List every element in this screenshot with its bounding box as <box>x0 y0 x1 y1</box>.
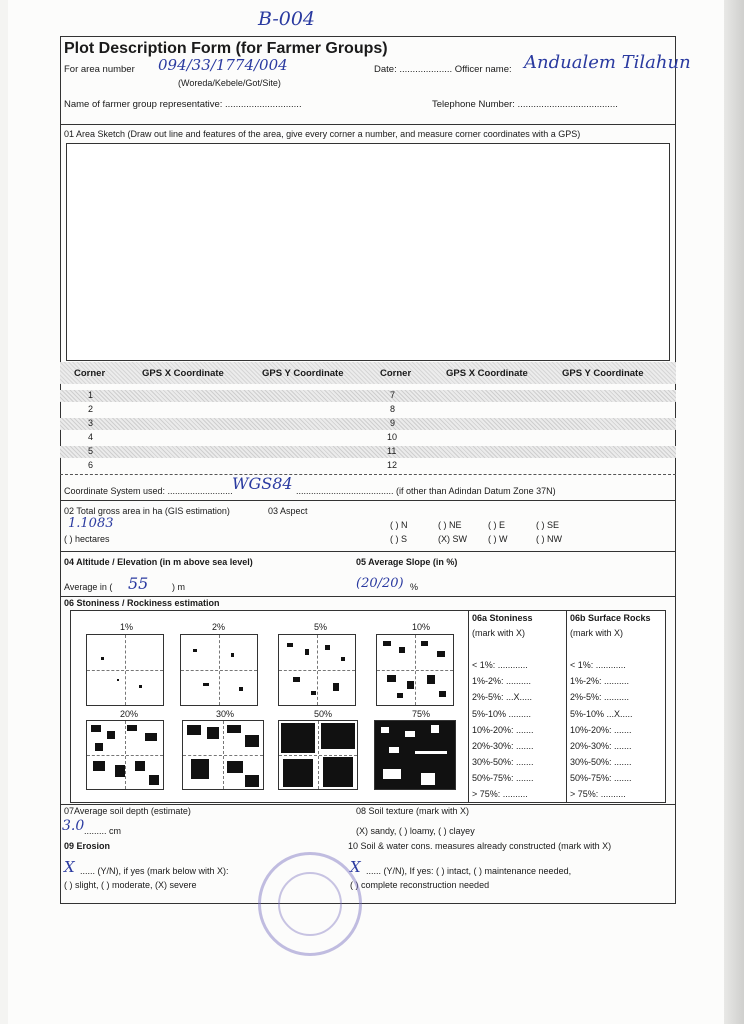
stoniness-col-a-sub: (mark with X) <box>472 628 526 638</box>
pattern-label-50: 50% <box>314 709 333 719</box>
pattern-10-percent <box>376 634 454 706</box>
pattern-20-percent <box>86 720 164 790</box>
pattern-2-percent <box>180 634 258 706</box>
gps-corner-3: 3 <box>88 418 94 428</box>
surface-rocks-b-row[interactable]: 50%-75%: ....... <box>570 773 632 783</box>
gps-corner-12: 12 <box>387 460 398 470</box>
surface-rocks-b-row[interactable]: > 75%: .......... <box>570 789 626 799</box>
coord-system-value[interactable]: WGS84 <box>232 474 293 493</box>
surface-rocks-b-row[interactable]: 20%-30%: ....... <box>570 741 632 751</box>
gps-header-x: GPS X Coordinate <box>446 368 528 379</box>
pattern-50-percent <box>278 720 358 790</box>
pattern-5-percent <box>278 634 356 706</box>
gps-header-y: GPS Y Coordinate <box>562 368 644 379</box>
gps-band <box>60 418 676 430</box>
area-number-label: For area number <box>64 64 135 75</box>
pattern-label-10: 10% <box>412 622 431 632</box>
gps-corner-10: 10 <box>387 432 398 442</box>
aspect-se[interactable]: ( ) SE <box>536 520 560 530</box>
divider <box>60 124 676 125</box>
area-sketch-box[interactable] <box>66 143 670 361</box>
form-title: Plot Description Form (for Farmer Groups) <box>64 40 388 57</box>
stoniness-a-row[interactable]: 20%-30%: ....... <box>472 741 534 751</box>
erosion-yn-label: ...... (Y/N), if yes (mark below with X): <box>80 866 229 876</box>
pattern-label-20: 20% <box>120 709 139 719</box>
panel-divider <box>468 610 469 803</box>
stoniness-a-row[interactable]: 1%-2%: .......... <box>472 676 532 686</box>
gps-corner-7: 7 <box>390 390 396 400</box>
surface-rocks-b-row[interactable]: < 1%: ............ <box>570 660 626 670</box>
coord-system-label: Coordinate System used: .......................... <box>64 486 233 496</box>
stoniness-a-row[interactable]: 10%-20%: ....... <box>472 725 534 735</box>
area-number-sub: (Woreda/Kebele/Got/Site) <box>178 78 281 88</box>
gps-header-y: GPS Y Coordinate <box>262 368 344 379</box>
erosion-label: 09 Erosion <box>64 841 111 851</box>
stoniness-a-row[interactable]: 5%-10% ......... <box>472 709 532 719</box>
gps-corner-1: 1 <box>88 390 94 400</box>
stoniness-a-row[interactable]: > 75%: .......... <box>472 789 528 799</box>
divider <box>60 500 676 501</box>
aspect-ne[interactable]: ( ) NE <box>438 520 462 530</box>
altitude-suffix: ) m <box>172 582 185 592</box>
area-hectares: ( ) hectares <box>64 534 110 544</box>
gps-corner-8: 8 <box>390 404 396 414</box>
pattern-label-75: 75% <box>412 709 431 719</box>
stoniness-col-a-title: 06a Stoniness <box>472 613 533 623</box>
erosion-options[interactable]: ( ) slight, ( ) moderate, (X) severe <box>64 880 197 890</box>
area-label: 02 Total gross area in ha (GIS estimation) <box>64 506 230 516</box>
aspect-sw[interactable]: (X) SW <box>438 534 467 544</box>
area-value[interactable]: 1.1083 <box>68 516 114 531</box>
pattern-1-percent <box>86 634 164 706</box>
gps-band <box>60 446 676 458</box>
stoniness-col-b-sub: (mark with X) <box>570 628 624 638</box>
aspect-n[interactable]: ( ) N <box>390 520 408 530</box>
surface-rocks-b-row[interactable]: 10%-20%: ....... <box>570 725 632 735</box>
soil-depth-suffix: ......... cm <box>84 826 122 836</box>
doc-ref-handwritten: B-004 <box>258 8 315 30</box>
altitude-label: 04 Altitude / Elevation (in m above sea level) <box>64 557 253 567</box>
area-number-value[interactable]: 094/33/1774/004 <box>158 56 288 74</box>
pattern-label-30: 30% <box>216 709 235 719</box>
soil-cons-yn-value[interactable]: X <box>350 858 361 876</box>
surface-rocks-b-row[interactable]: 2%-5%: .......... <box>570 692 630 702</box>
page-edge <box>724 0 744 1024</box>
pattern-label-2: 2% <box>212 622 226 632</box>
gps-band <box>60 390 676 402</box>
gps-corner-5: 5 <box>88 446 94 456</box>
official-seal-inner-ring <box>278 872 342 936</box>
stoniness-a-row[interactable]: 30%-50%: ....... <box>472 757 534 767</box>
divider <box>60 474 676 475</box>
divider <box>60 596 676 597</box>
divider <box>60 804 676 805</box>
erosion-yn-value[interactable]: X <box>64 858 75 876</box>
surface-rocks-b-row[interactable]: 1%-2%: .......... <box>570 676 630 686</box>
pattern-label-5: 5% <box>314 622 328 632</box>
aspect-s[interactable]: ( ) S <box>390 534 407 544</box>
stoniness-a-row[interactable]: 50%-75%: ....... <box>472 773 534 783</box>
phone-label: Telephone Number: ...................................... <box>432 99 618 110</box>
slope-value[interactable]: (20/20) <box>356 576 404 591</box>
soil-cons-yn-label: ...... (Y/N), If yes: ( ) intact, ( ) maintenance needed, <box>366 866 572 876</box>
pattern-30-percent <box>182 720 264 790</box>
gps-corner-2: 2 <box>88 404 94 414</box>
altitude-average-label: Average in ( <box>64 582 113 592</box>
soil-cons-label: 10 Soil & water cons. measures already constructed (mark with X) <box>348 841 612 851</box>
aspect-e[interactable]: ( ) E <box>488 520 505 530</box>
stoniness-a-row[interactable]: 2%-5%: ...X..... <box>472 692 533 702</box>
aspect-w[interactable]: ( ) W <box>488 534 508 544</box>
gps-header-corner: Corner <box>380 368 412 379</box>
soil-texture-label: 08 Soil texture (mark with X) <box>356 806 470 816</box>
surface-rocks-b-row[interactable]: 5%-10% ...X..... <box>570 709 633 719</box>
gps-corner-4: 4 <box>88 432 94 442</box>
soil-depth-label: 07Average soil depth (estimate) <box>64 806 191 816</box>
gps-header-x: GPS X Coordinate <box>142 368 224 379</box>
slope-label: 05 Average Slope (in %) <box>356 557 458 567</box>
gps-corner-9: 9 <box>390 418 396 428</box>
aspect-nw[interactable]: ( ) NW <box>536 534 562 544</box>
stoniness-col-b-title: 06b Surface Rocks <box>570 613 651 623</box>
gps-header-corner: Corner <box>74 368 106 379</box>
stoniness-label: 06 Stoniness / Rockiness estimation <box>64 598 220 608</box>
slope-suffix: % <box>410 582 419 592</box>
stoniness-a-row[interactable]: < 1%: ............ <box>472 660 528 670</box>
gps-corner-6: 6 <box>88 460 94 470</box>
divider <box>60 551 676 552</box>
date-label: Date: .................... Officer name: <box>374 64 512 75</box>
aspect-label: 03 Aspect <box>268 506 308 516</box>
soil-texture-options[interactable]: (X) sandy, ( ) loamy, ( ) clayey <box>356 826 475 836</box>
soil-cons-options[interactable]: ( ) complete reconstruction needed <box>350 880 490 890</box>
pattern-label-1: 1% <box>120 622 134 632</box>
altitude-value[interactable]: 55 <box>128 574 149 593</box>
rep-label: Name of farmer group representative: ............................. <box>64 99 302 110</box>
pattern-75-percent <box>374 720 456 790</box>
officer-name[interactable]: Andualem Tilahun <box>524 52 691 73</box>
soil-depth-value[interactable]: 3.0 <box>62 818 85 834</box>
gps-corner-11: 11 <box>387 446 397 456</box>
surface-rocks-b-row[interactable]: 30%-50%: ....... <box>570 757 632 767</box>
sketch-label: 01 Area Sketch (Draw out line and features of the area, give every corner a number, and measure corner coordinates with a GPS) <box>64 129 581 139</box>
panel-divider <box>566 610 567 803</box>
coord-system-suffix: ....................................... (if other than Adindan Datum Zone 37N) <box>296 486 556 496</box>
